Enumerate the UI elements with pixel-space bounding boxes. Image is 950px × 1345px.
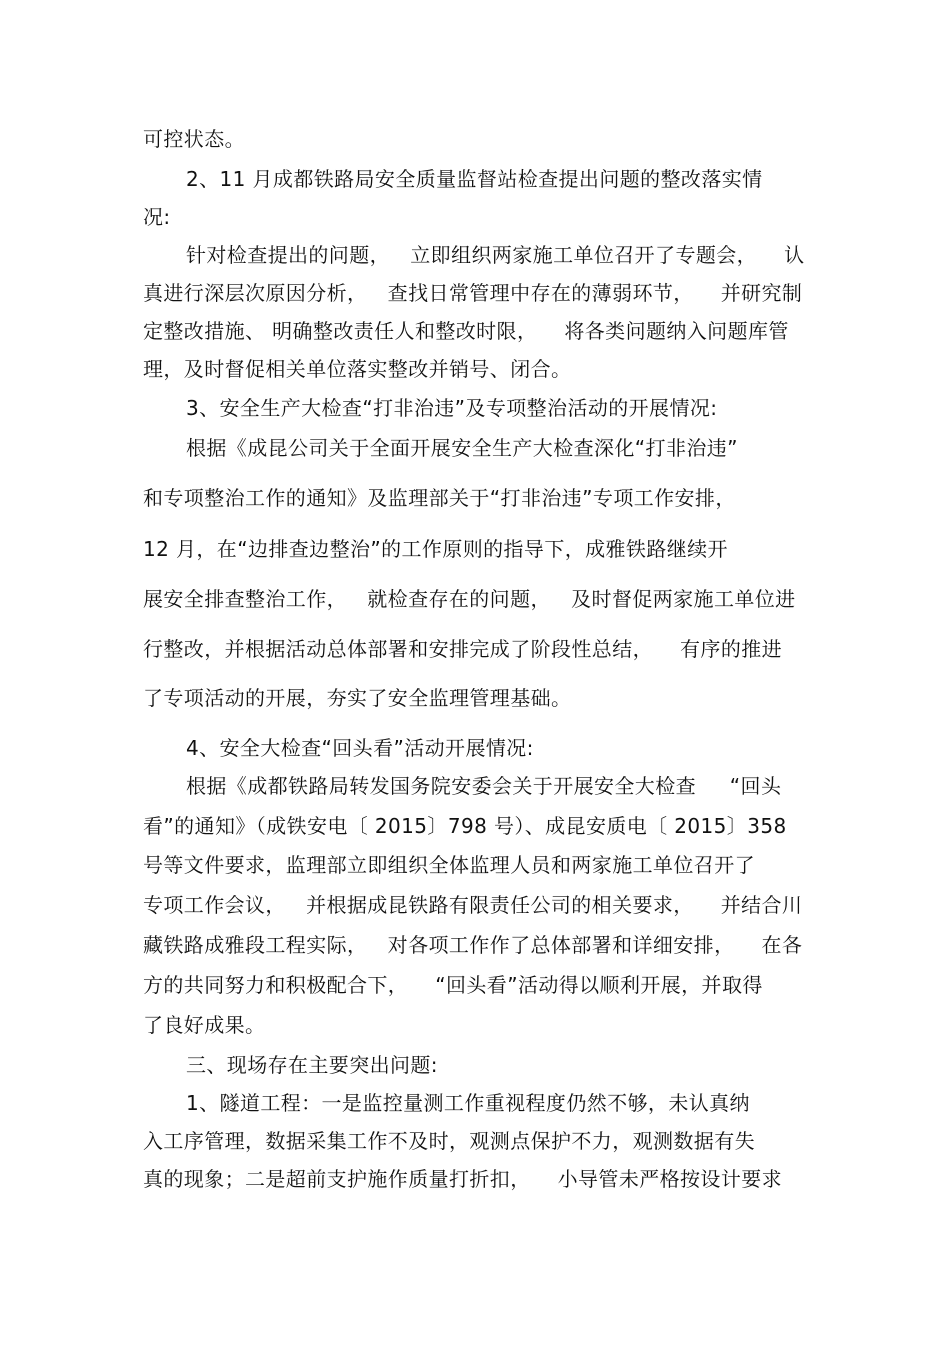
text-line: 定整改措施、 明确整改责任人和整改时限， 将各类问题纳入问题库管 — [143, 319, 789, 343]
text-line: 3、安全生产大检查“打非治违”及专项整治活动的开展情况: — [186, 396, 718, 420]
text-line: 根据《成昆公司关于全面开展安全生产大检查深化“打非治违” — [186, 436, 738, 460]
text-line: 针对检查提出的问题， 立即组织两家施工单位召开了专题会， 认 — [186, 243, 805, 267]
text-line: 可控状态。 — [143, 127, 245, 151]
text-line: 1、隧道工程：一是监控量测工作重视程度仍然不够，未认真纳 — [186, 1091, 750, 1115]
text-line: 方的共同努力和积极配合下， “回头看”活动得以顺利开展，并取得 — [143, 973, 763, 997]
text-line: 行整改，并根据活动总体部署和安排完成了阶段性总结， 有序的推进 — [143, 637, 783, 661]
text-line: 三、现场存在主要突出问题: — [186, 1053, 438, 1077]
text-line: 真的现象；二是超前支护施作质量打折扣， 小导管未严格按设计要求 — [143, 1167, 783, 1191]
text-line: 真进行深层次原因分析， 查找日常管理中存在的薄弱环节， 并研究制 — [143, 281, 803, 305]
text-line: 了专项活动的开展，夯实了安全监理管理基础。 — [143, 686, 572, 710]
text-line: 了良好成果。 — [143, 1013, 266, 1037]
text-line: 展安全排查整治工作， 就检查存在的问题， 及时督促两家施工单位进 — [143, 587, 796, 611]
text-line: 专项工作会议， 并根据成昆铁路有限责任公司的相关要求， 并结合川 — [143, 893, 803, 917]
text-line: 看”的通知》（成铁安电〔 2015〕798 号）、成昆安质电〔 2015〕358 — [143, 814, 787, 838]
text-line: 根据《成都铁路局转发国务院安委会关于开展安全大检查 “回头 — [186, 774, 782, 798]
text-line: 和专项整治工作的通知》及监理部关于“打非治违”专项工作安排， — [143, 486, 736, 510]
text-line: 况: — [143, 205, 171, 229]
text-line: 理，及时督促相关单位落实整改并销号、闭合。 — [143, 357, 572, 381]
text-line: 4、安全大检查“回头看”活动开展情况: — [186, 736, 534, 760]
text-line: 号等文件要求，监理部立即组织全体监理人员和两家施工单位召开了 — [143, 853, 755, 877]
text-line: 藏铁路成雅段工程实际， 对各项工作作了总体部署和详细安排， 在各 — [143, 933, 803, 957]
text-line: 2、11 月成都铁路局安全质量监督站检查提出问题的整改落实情 — [186, 167, 763, 191]
text-line: 12 月，在“边排查边整治”的工作原则的指导下，成雅铁路继续开 — [143, 537, 728, 561]
text-line: 入工序管理，数据采集工作不及时，观测点保护不力，观测数据有失 — [143, 1129, 755, 1153]
